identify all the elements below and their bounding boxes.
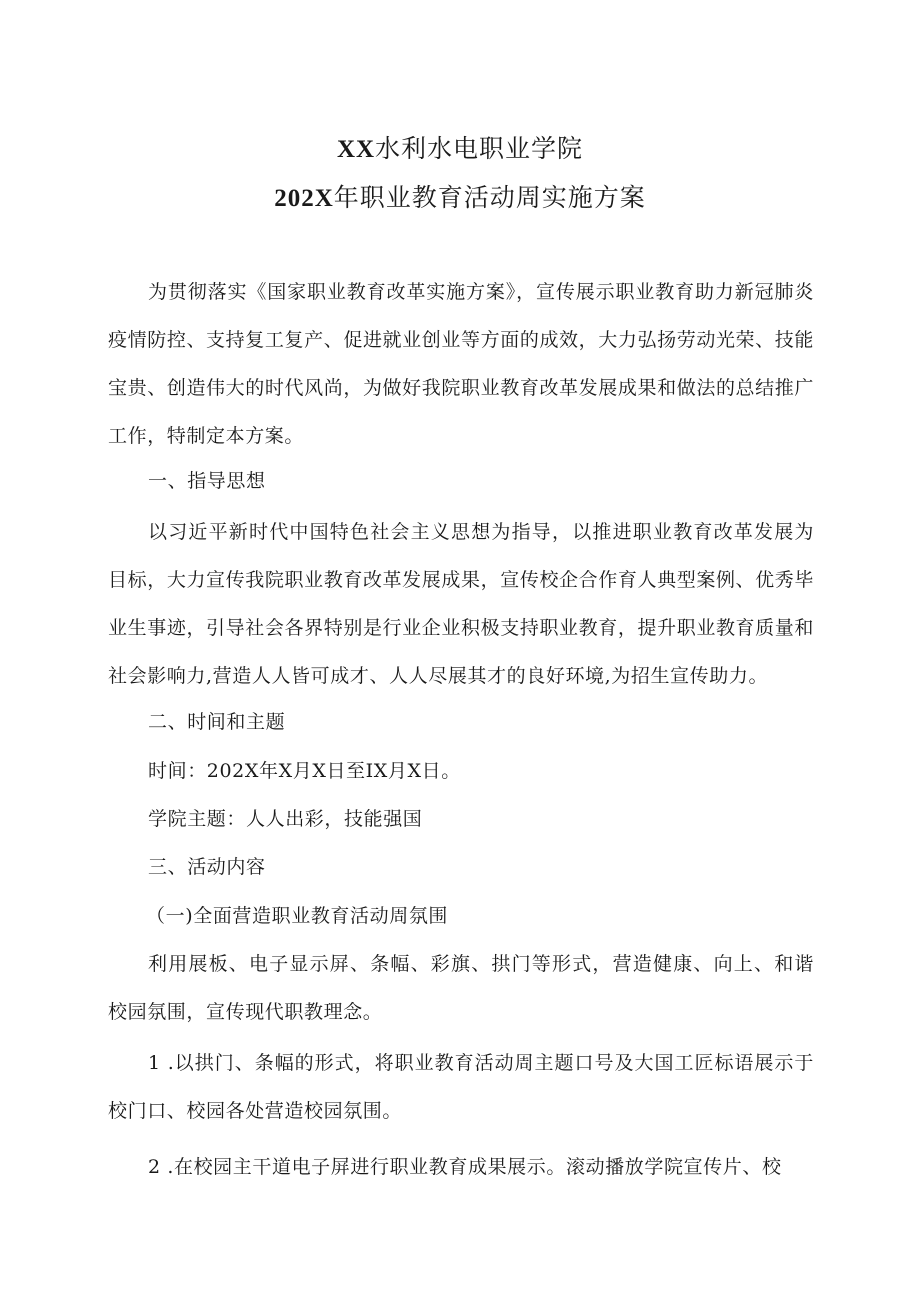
section-3-heading: 三、活动内容 xyxy=(148,856,266,878)
list-item-2: 2 .在校园主干道电子屏进行职业教育成果展示。滚动播放学院宣传片、校 xyxy=(148,1156,782,1178)
theme-line: 学院主题：人人出彩，技能强国 xyxy=(148,808,423,830)
document-title-line-1 xyxy=(0,134,920,165)
subsection-1-heading: （一)全面营造职业教育活动周氛围 xyxy=(146,905,449,927)
title-year: 202X xyxy=(274,185,334,212)
time-line: 时间：202X年X月X日至IX月X日。 xyxy=(148,760,461,782)
document-title-line-2 xyxy=(0,183,920,214)
section-2-heading: 二、时间和主题 xyxy=(148,711,286,733)
section-1-body: 以习近平新时代中国特色社会主义思想为指导，以推进职业教育改革发展为目标，大力宣传我院职业教育改革发展成果，宣传校企合作育人典型案例、优秀毕业生事迹，引导社会各界特别是行业企业积极支持职业教育，提升职业教育质量和社会影响力,营造人人皆可成才、人人尽展其才的良好环境,为招生宣传助力。 xyxy=(108,521,814,687)
intro-paragraph: 为贯彻落实《国家职业教育改革实施方案》，宣传展示职业教育助力新冠肺炎疫情防控、支持复工复产、促进就业创业等方面的成效，大力弘扬劳动光荣、技能宝贵、创造伟大的时代风尚，为做好我院职业教育改革发展成果和做法的总结推广工作，特制定本方案。 xyxy=(108,281,814,447)
section-1-heading: 一、指导思想 xyxy=(148,470,266,492)
title-institution-name: 水利水电职业学院 xyxy=(375,134,584,163)
title-institution-code: XX xyxy=(336,136,376,163)
title-plan-name: 年职业教育活动周实施方案 xyxy=(333,183,646,212)
subsection-1-body: 利用展板、电子显示屏、条幅、彩旗、拱门等形式，营造健康、向上、和谐校园氛围，宣传现代职教理念。 xyxy=(108,953,814,1023)
list-item-1: 1 .以拱门、条幅的形式，将职业教育活动周主题口号及大国工匠标语展示于校门口、校园各处营造校园氛围。 xyxy=(108,1052,814,1122)
